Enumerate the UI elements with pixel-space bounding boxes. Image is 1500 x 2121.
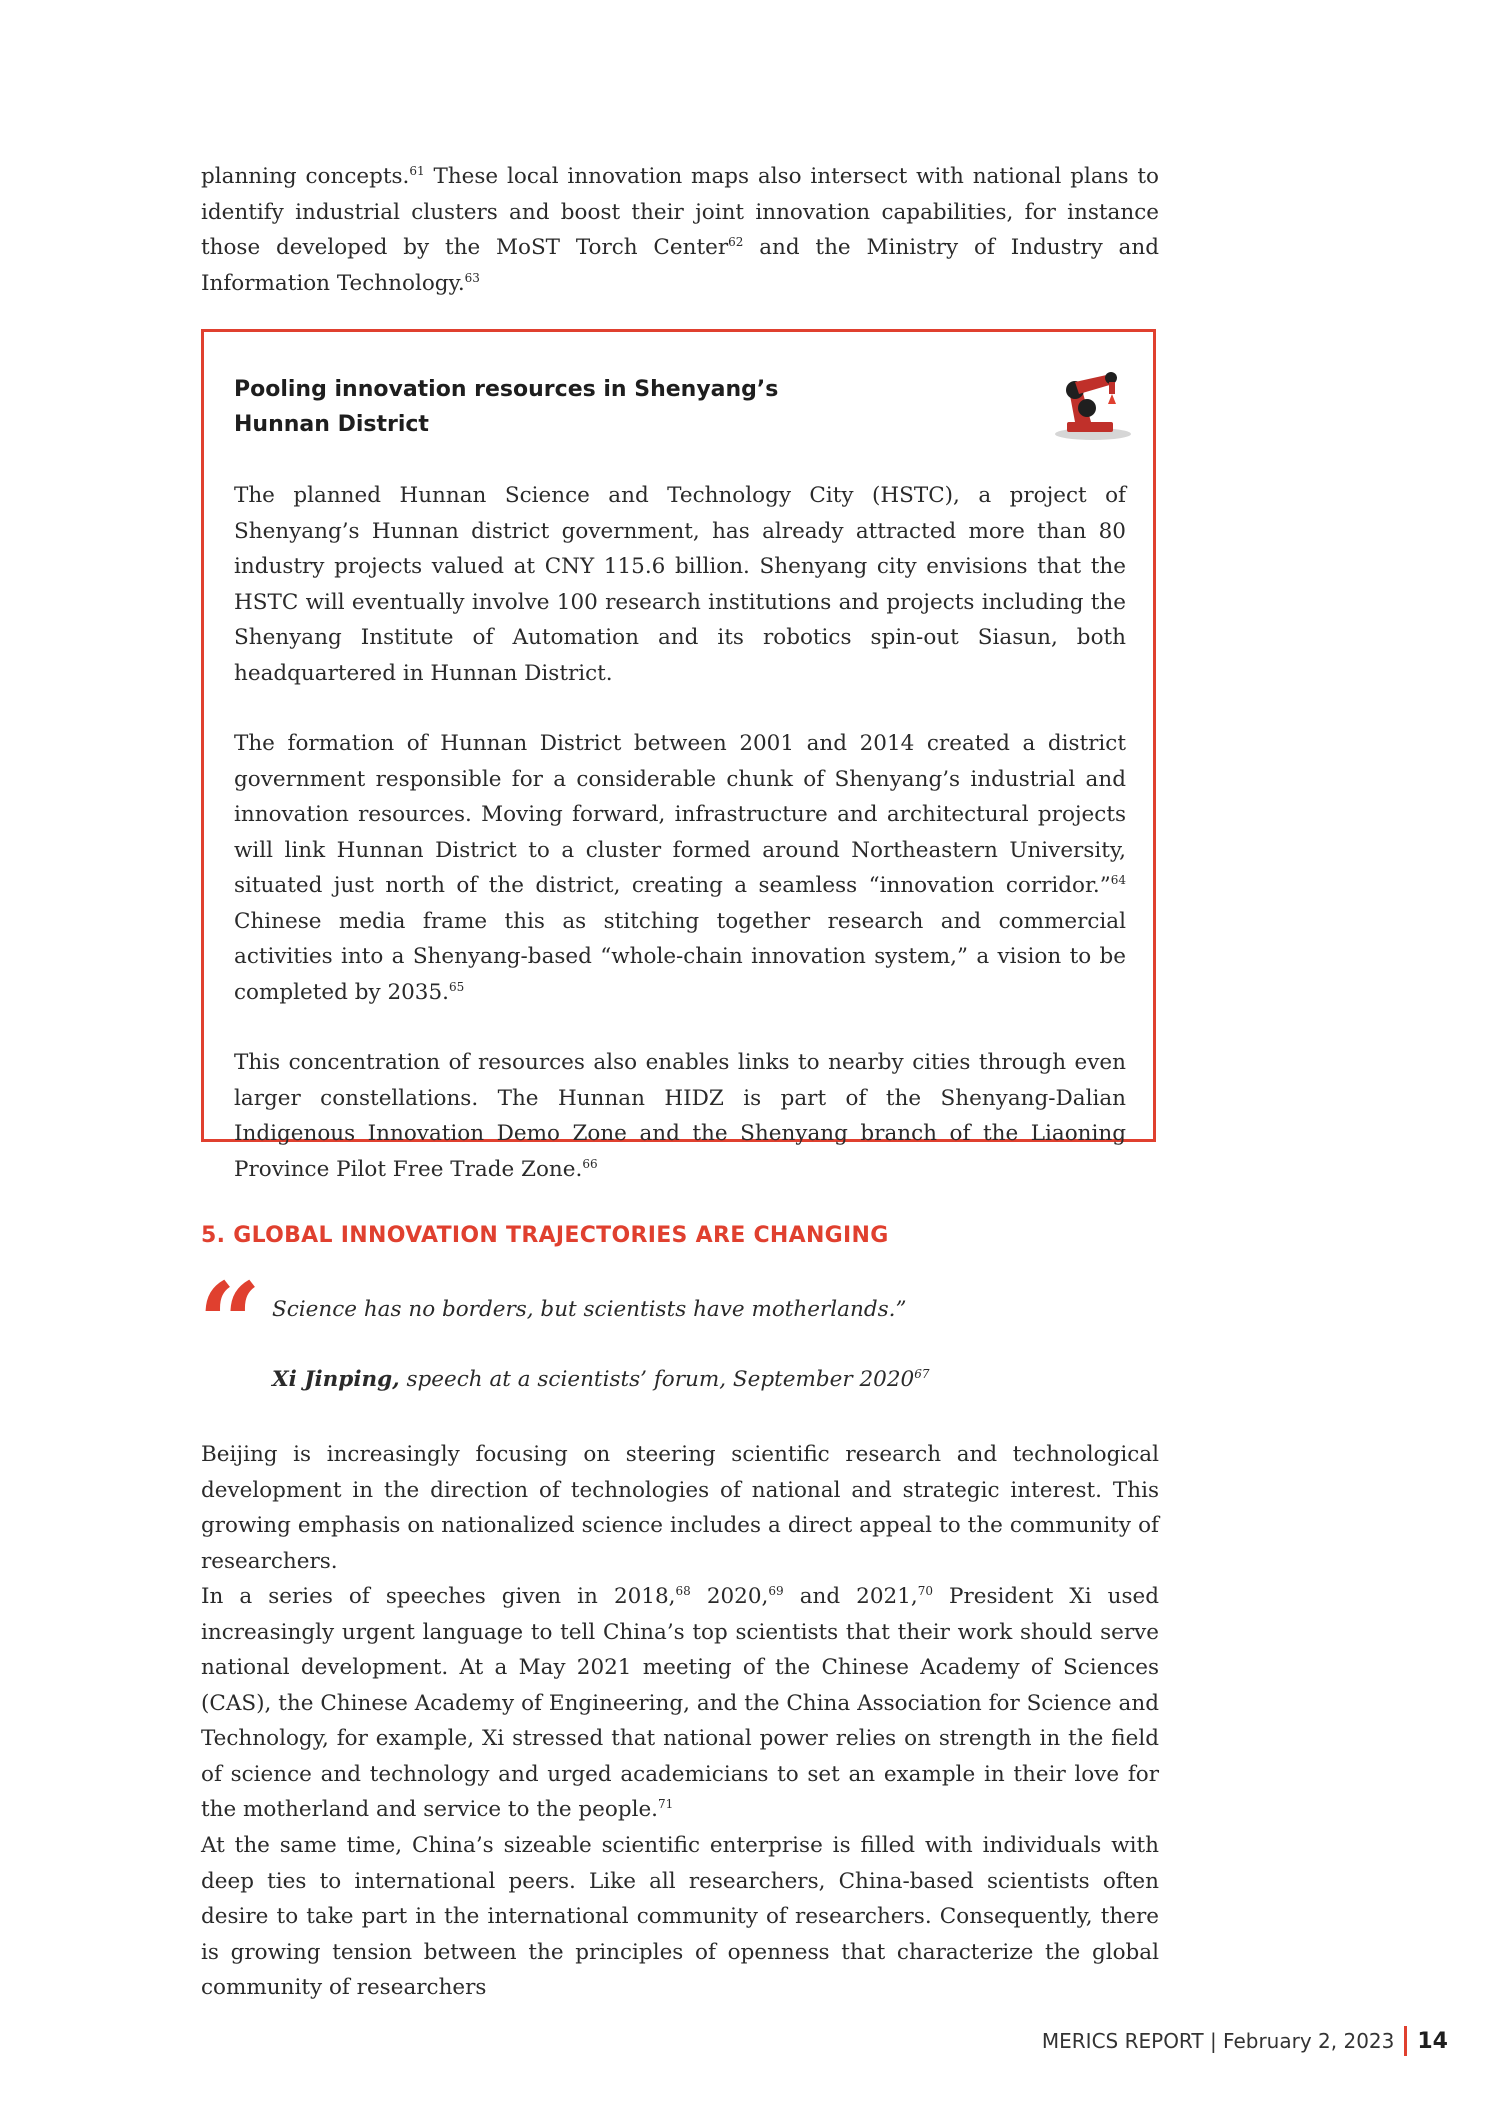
body-paragraph [201, 1828, 1159, 2006]
quote-source: speech at a scientists’ forum, September 2020 [399, 1367, 915, 1392]
footnote-ref[interactable]: 68 [675, 1583, 691, 1598]
paragraph-text: Beijing is increasingly focusing on steering scientific research and technological development in the direction of technologies of national and strategic interest. This growing emphasis on nationalized science includes a direct appeal to the community of researchers. [201, 1442, 1159, 1574]
paragraph-text: President Xi used increasingly urgent language to tell China’s top scientists that their work should serve national development. At a May 2021 meeting of the Chinese Academy of Sciences (CAS), the Chinese Academy of Engineering, and the China Association for Science and Technology, for example, Xi stressed that national power relies on strength in the field of science and technology and urged academicians to set an example in their love for the motherland and service to the people. [201, 1584, 1160, 1822]
page-number: 14 [1417, 2028, 1448, 2054]
box-paragraph [234, 1045, 1126, 1187]
paragraph-text: At the same time, China’s sizeable scientific enterprise is filled with individuals with deep ties to international peers. Like all researchers, China-based scientists often desire to take part in the international community of researchers. Consequently, there is growing tension between the principles of openness that characterize the global community of researchers [201, 1833, 1159, 2000]
quote-attribution [272, 1367, 929, 1392]
footnote-ref[interactable]: 69 [768, 1583, 784, 1598]
box-paragraph [234, 726, 1126, 1010]
box-title [234, 372, 834, 442]
paragraph-text: In a series of speeches given in 2018, [201, 1584, 676, 1609]
body-paragraph [201, 1579, 1159, 1828]
quote-mark-icon: “ [198, 1258, 262, 1387]
footer-label: MERICS REPORT | February 2, 2023 [1041, 2029, 1395, 2053]
pull-quote: Science has no borders, but scientists have motherlands.” [272, 1297, 907, 1322]
box-body [234, 478, 1126, 1187]
box-text: The formation of Hunnan District between 2001 and 2014 created a district government responsible for a considerable chunk of Shenyang’s industrial and innovation resources. Moving forward, infrastructure and architectural projects will link Hunnan District to a cluster formed around Northeastern University, situated just north of the district, creating a seamless “innovation corridor.” [234, 731, 1126, 898]
footnote-ref[interactable]: 62 [728, 234, 744, 249]
page-footer [1042, 2026, 1448, 2056]
footnote-ref[interactable]: 65 [449, 979, 465, 994]
robot-arm-icon [1047, 364, 1139, 444]
footnote-ref[interactable]: 66 [582, 1156, 598, 1171]
paragraph-text: and 2021, [783, 1584, 918, 1609]
footnote-ref[interactable]: 67 [914, 1366, 930, 1381]
box-text: This concentration of resources also enables links to nearby cities through even larger constellations. The Hunnan HIDZ is part of the Shenyang-Dalian Indigenous Innovation Demo Zone and the Shenyang branch of the Liaoning Province Pilot Free Trade Zone. [234, 1050, 1126, 1182]
footnote-ref[interactable]: 64 [1110, 872, 1126, 887]
box-text: Chinese media frame this as stitching together research and commercial activities into a Shenyang-based “whole-chain innovation system,” a vision to be completed by 2035. [234, 908, 1126, 1005]
case-study-box [201, 329, 1156, 1182]
section-heading: 5. GLOBAL INNOVATION TRAJECTORIES ARE CHANGING [201, 1223, 889, 1248]
intro-text: and the Ministry of Industry and Information Technology. [201, 235, 1159, 296]
box-title-line: Pooling innovation resources in Shenyang’s [234, 377, 779, 402]
footnote-ref[interactable]: 70 [917, 1583, 933, 1598]
footnote-ref[interactable]: 71 [658, 1796, 674, 1811]
intro-text: planning concepts. [201, 164, 410, 189]
paragraph-text: 2020, [690, 1584, 769, 1609]
footnote-ref[interactable]: 63 [464, 270, 480, 285]
intro-paragraph [201, 159, 1159, 301]
body-paragraph [201, 1437, 1159, 1579]
box-title-line: Hunnan District [234, 412, 429, 437]
footnote-ref[interactable]: 61 [409, 163, 425, 178]
box-paragraph: The planned Hunnan Science and Technology City (HSTC), a project of Shenyang’s Hunnan district government, has already attracted more than 80 industry projects valued at CNY 115.6 billion. Shenyang city envisions that the HSTC will eventually involve 100 research institutions and projects including the Shenyang Institute of Automation and its robotics spin-out Siasun, both headquartered in Hunnan District. [234, 483, 1126, 686]
quote-speaker: Xi Jinping, [272, 1367, 400, 1392]
footer-divider [1404, 2026, 1407, 2056]
intro-text: These local innovation maps also intersect with national plans to identify industrial clusters and boost their joint innovation capabilities, for instance those developed by the MoST Torch Center [201, 164, 1159, 260]
